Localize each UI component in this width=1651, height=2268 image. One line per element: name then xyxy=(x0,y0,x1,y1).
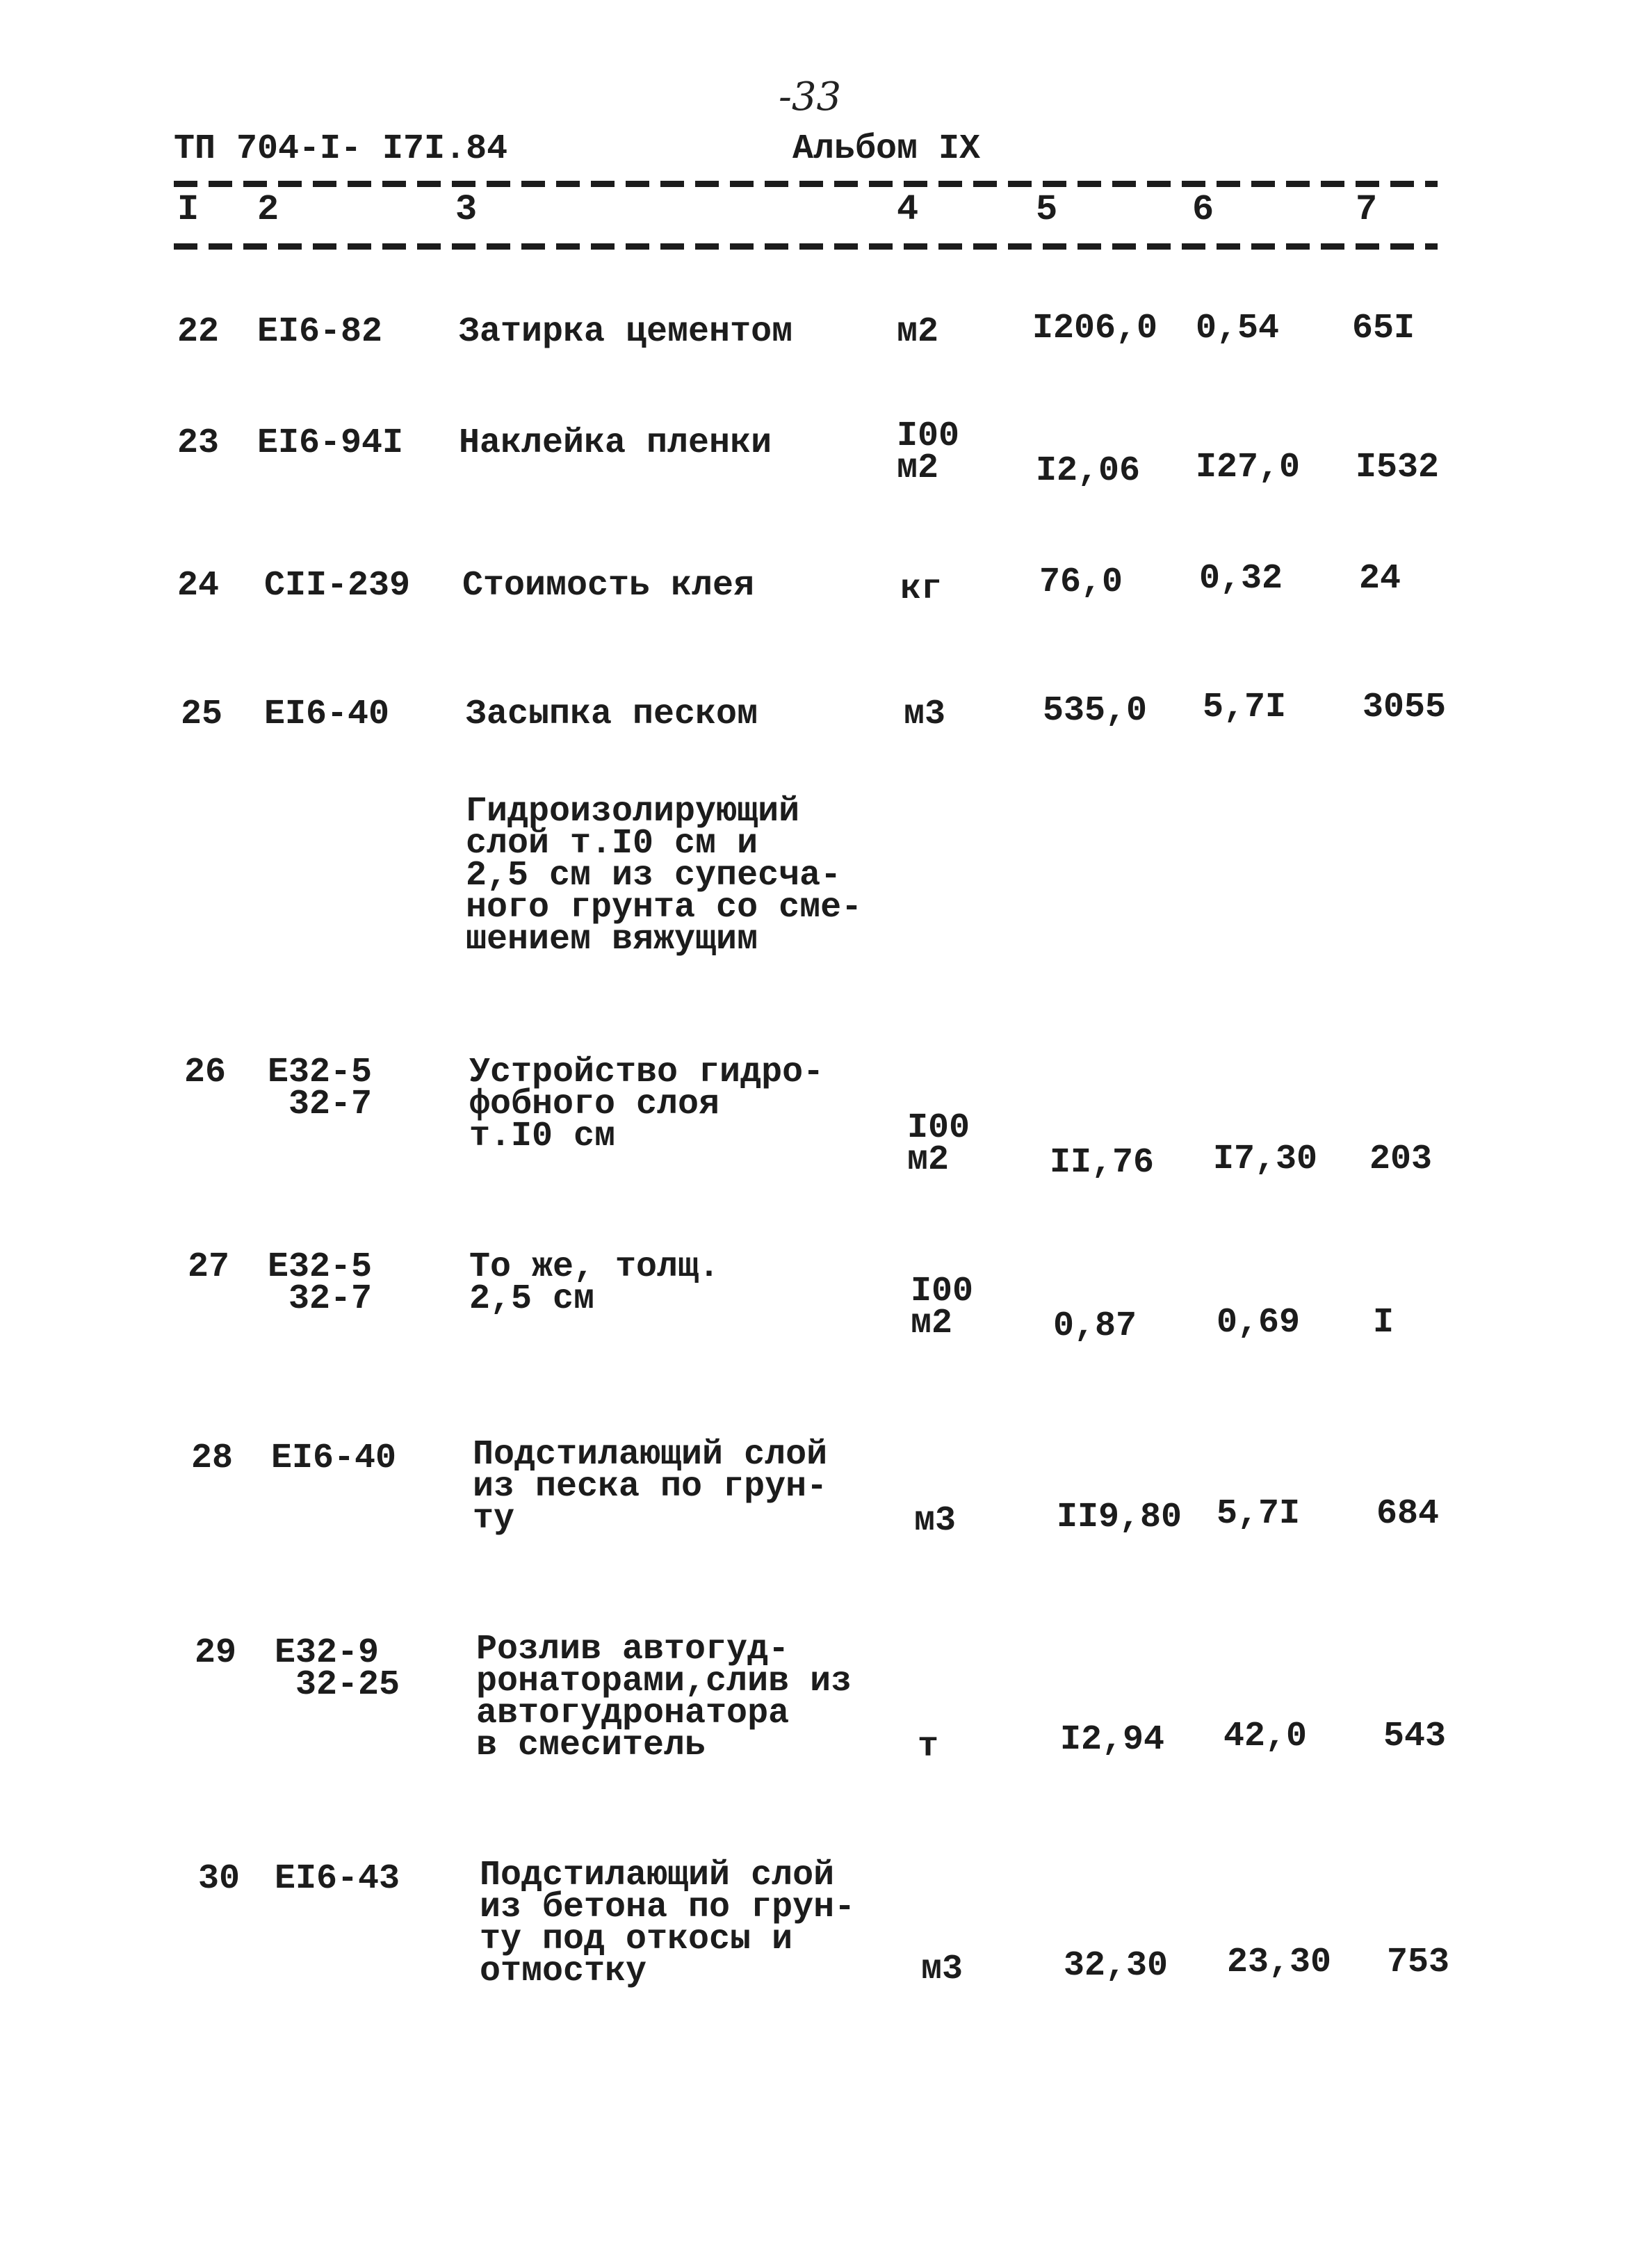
work-description: Подстилающий слой из песка по грун- ту xyxy=(473,1435,828,1539)
quantity: I2,94 xyxy=(1060,1720,1165,1760)
column-header-6: 6 xyxy=(1192,189,1214,230)
work-description: Стоимость клея xyxy=(462,566,755,606)
total-cost: 543 xyxy=(1383,1717,1447,1756)
unit-price: 0,69 xyxy=(1217,1303,1301,1343)
column-header-5: 5 xyxy=(1036,189,1058,230)
total-cost: 753 xyxy=(1387,1943,1450,1982)
column-header-3: 3 xyxy=(455,189,478,230)
section-heading: Гидроизолирующий слой т.I0 см и 2,5 см из супесча- ного грунта со сме- шением вяжущим xyxy=(466,792,863,959)
unit: м3 xyxy=(921,1950,963,1989)
unit: м3 xyxy=(904,695,946,734)
row-number: 26 xyxy=(184,1053,227,1092)
unit: I00 м2 xyxy=(911,1272,974,1343)
total-cost: 3055 xyxy=(1363,688,1447,727)
unit: кг xyxy=(900,569,943,609)
quantity: I206,0 xyxy=(1032,309,1158,348)
total-cost: 684 xyxy=(1376,1494,1440,1534)
work-description: То же, толщ. 2,5 см xyxy=(469,1247,720,1319)
norm-code: CII-239 xyxy=(264,566,411,606)
row-number: 30 xyxy=(198,1859,241,1899)
unit-price: 23,30 xyxy=(1227,1943,1332,1982)
unit-price: 42,0 xyxy=(1223,1717,1308,1756)
unit-price: 0,54 xyxy=(1196,309,1280,348)
total-cost: 65I xyxy=(1352,309,1415,348)
norm-code: EI6-43 xyxy=(275,1859,400,1899)
column-header-1: I xyxy=(177,189,200,230)
unit: I00 м2 xyxy=(897,416,960,488)
work-description: Засыпка песком xyxy=(466,695,758,734)
quantity: II,76 xyxy=(1050,1143,1155,1183)
norm-code: EI6-40 xyxy=(271,1439,397,1478)
quantity: II9,80 xyxy=(1057,1498,1182,1537)
quantity: 535,0 xyxy=(1043,691,1148,731)
norm-code: E32-5 32-7 xyxy=(268,1247,373,1319)
norm-code: EI6-40 xyxy=(264,695,390,734)
row-number: 22 xyxy=(177,312,220,352)
work-description: Затирка цементом xyxy=(459,312,793,352)
document-code: ТП 704-I- I7I.84 xyxy=(174,129,508,169)
row-number: 28 xyxy=(191,1439,234,1478)
work-description: Наклейка пленки xyxy=(459,423,772,463)
total-cost: I532 xyxy=(1356,448,1440,487)
work-description: Розлив автогуд- ронаторами,слив из автогудронатора в смеситель xyxy=(476,1630,852,1765)
unit: I00 м2 xyxy=(907,1108,970,1180)
work-description: Устройство гидро- фобного слоя т.I0 см xyxy=(469,1053,824,1156)
column-header-2: 2 xyxy=(257,189,279,230)
unit-price: I27,0 xyxy=(1196,448,1301,487)
page-number: -33 xyxy=(779,74,842,120)
total-cost: 24 xyxy=(1359,559,1401,599)
unit-price: 5,7I xyxy=(1217,1494,1301,1534)
total-cost: 203 xyxy=(1369,1140,1433,1179)
header-divider-bottom xyxy=(174,243,1438,250)
album-label: Альбом IX xyxy=(792,129,981,169)
header-divider-top xyxy=(174,181,1438,187)
unit: т xyxy=(918,1727,939,1767)
unit-price: 0,32 xyxy=(1199,559,1283,599)
quantity: 0,87 xyxy=(1053,1306,1137,1346)
norm-code: EI6-94I xyxy=(257,423,404,463)
unit: м2 xyxy=(897,312,939,352)
unit-price: I7,30 xyxy=(1213,1140,1318,1179)
row-number: 23 xyxy=(177,423,220,463)
quantity: 76,0 xyxy=(1039,562,1123,602)
quantity: 32,30 xyxy=(1064,1946,1169,1986)
row-number: 27 xyxy=(188,1247,230,1287)
quantity: I2,06 xyxy=(1036,451,1141,491)
row-number: 25 xyxy=(181,695,223,734)
row-number: 29 xyxy=(195,1633,237,1673)
column-header-4: 4 xyxy=(897,189,919,230)
column-header-7: 7 xyxy=(1356,189,1378,230)
unit-price: 5,7I xyxy=(1203,688,1287,727)
unit: м3 xyxy=(914,1501,957,1541)
total-cost: I xyxy=(1373,1303,1394,1343)
row-number: 24 xyxy=(177,566,220,606)
norm-code: E32-9 32-25 xyxy=(275,1633,400,1705)
norm-code: EI6-82 xyxy=(257,312,383,352)
work-description: Подстилающий слой из бетона по грун- ту под откосы и отмостку xyxy=(480,1856,856,1991)
norm-code: E32-5 32-7 xyxy=(268,1053,373,1124)
